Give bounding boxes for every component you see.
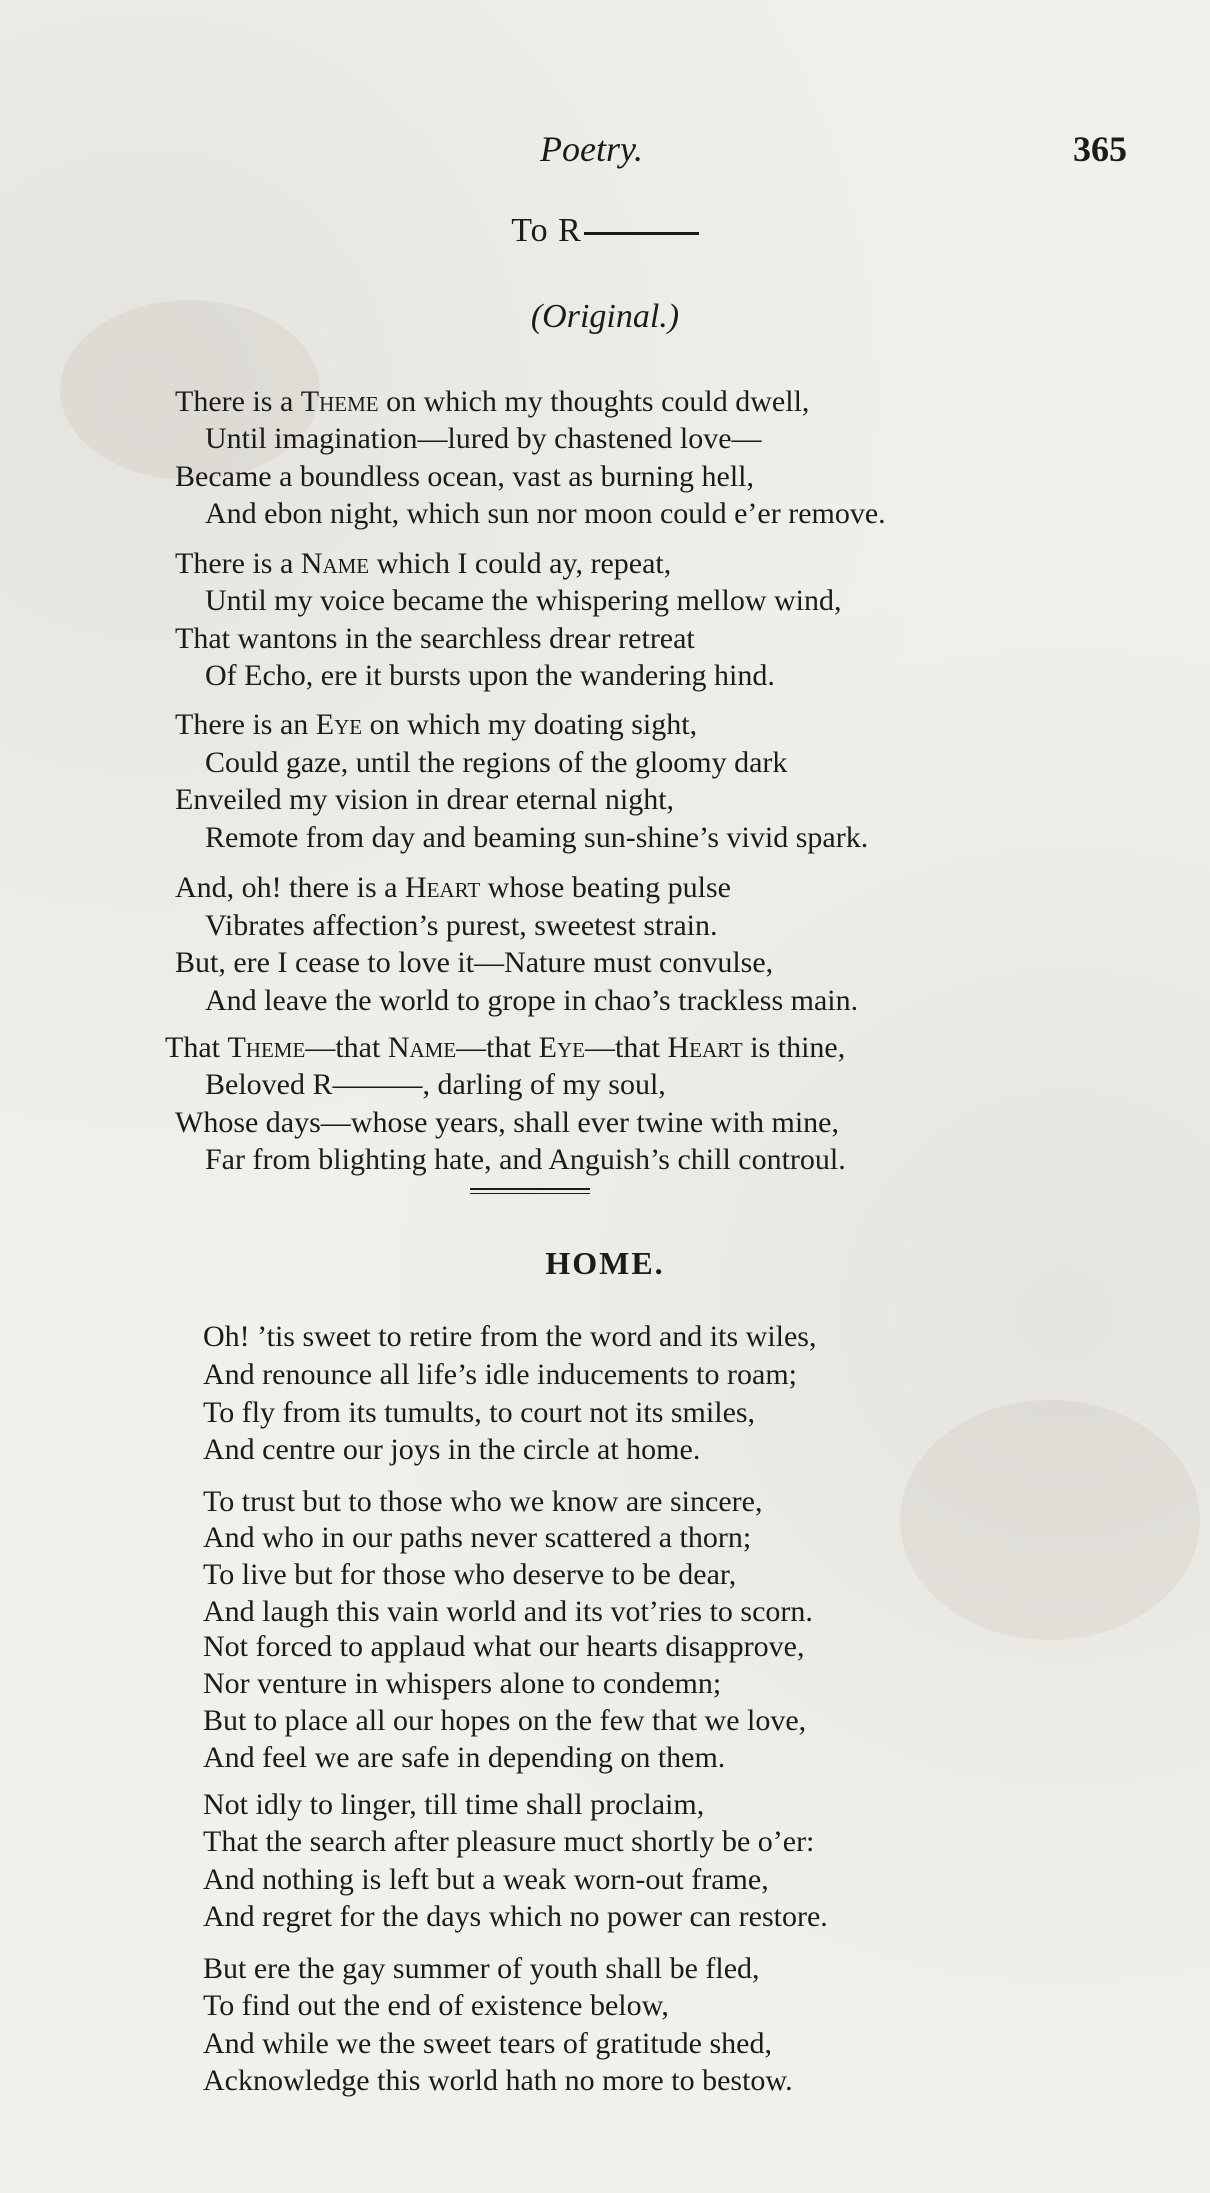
poem-line: [175, 783, 674, 817]
poem-line: And who in our paths never scattered a thorn;: [203, 1521, 752, 1554]
page-number: 365: [1073, 129, 1127, 169]
poem-line: To find out the end of existence below,: [203, 1989, 669, 2022]
running-title: Poetry.: [540, 129, 643, 169]
small-caps-word: Eye: [315, 708, 363, 741]
poem-line: [175, 622, 695, 656]
line-text: Until imagination—lured by chastened love—: [205, 422, 762, 455]
poem-line: [205, 422, 762, 456]
line-text: There is a: [175, 547, 301, 580]
line-text: is thine,: [742, 1031, 846, 1064]
small-caps-word: Theme: [300, 385, 379, 418]
poem-line: Nor venture in whispers alone to condemn;: [203, 1667, 722, 1700]
line-text: —that: [584, 1031, 668, 1064]
line-text: Whose days—whose years, shall ever twine with mine,: [175, 1106, 839, 1139]
poem-line: [175, 460, 754, 494]
line-text: Beloved R———, darling of my soul,: [205, 1068, 666, 1101]
line-text: That: [165, 1031, 228, 1064]
line-text: That wantons in the searchless drear retreat: [175, 622, 695, 655]
line-text: —that: [305, 1031, 388, 1064]
line-text: on which my thoughts could dwell,: [378, 385, 810, 418]
poem-line: [205, 821, 868, 855]
poem-line: [175, 547, 671, 581]
small-caps-word: Name: [300, 547, 370, 580]
poem-line: [175, 385, 809, 419]
line-text: Enveiled my vision in drear eternal night,: [175, 783, 675, 816]
poem-line: [205, 746, 787, 780]
line-text: And leave the world to grope in chao’s trackless main.: [205, 984, 859, 1017]
line-text: which I could ay, repeat,: [369, 547, 672, 580]
poem-line: [175, 1106, 839, 1140]
poem-line: And while we the sweet tears of gratitude shed,: [203, 2027, 772, 2060]
running-head: [0, 128, 1210, 178]
line-text: Far from blighting hate, and Anguish’s chill controul.: [205, 1143, 846, 1176]
line-text: There is a: [175, 385, 301, 418]
poem-line: And laugh this vain world and its vot’ries to scorn.: [203, 1595, 813, 1628]
name-dash: [584, 232, 699, 235]
poem-line: Not forced to applaud what our hearts disapprove,: [203, 1630, 805, 1663]
line-text: Of Echo, ere it bursts upon the wandering hind.: [205, 659, 775, 692]
paper-stain: [900, 1400, 1200, 1640]
line-text: on which my doating sight,: [362, 708, 698, 741]
line-text: Until my voice became the whispering mellow wind,: [205, 584, 842, 617]
poem-line: [205, 1068, 666, 1102]
line-text: Remote from day and beaming sun-shine’s vivid spark.: [205, 821, 869, 854]
line-text: Vibrates affection’s purest, sweetest strain.: [205, 909, 718, 942]
poem-line: But to place all our hopes on the few that we love,: [203, 1704, 807, 1737]
poem-line: And feel we are safe in depending on them.: [203, 1741, 726, 1774]
poem-subtitle: (Original.): [530, 298, 680, 335]
small-caps-word: Heart: [667, 1031, 743, 1064]
poem-line: To trust but to those who we know are sincere,: [203, 1485, 763, 1518]
poem-title-home: HOME.: [545, 1245, 665, 1281]
poem-line: To fly from its tumults, to court not its smiles,: [203, 1396, 756, 1429]
poem-line: [205, 1143, 846, 1177]
poem-line: Not idly to linger, till time shall proclaim,: [203, 1788, 705, 1821]
poem-line: To live but for those who deserve to be dear,: [203, 1558, 737, 1591]
line-text: But, ere I cease to love it—Nature must convulse,: [175, 946, 774, 979]
line-text: And, oh! there is a: [175, 871, 405, 904]
poem-line: And regret for the days which no power can restore.: [203, 1900, 828, 1933]
small-caps-word: Heart: [404, 871, 481, 904]
poem-title-text: To R: [511, 212, 582, 249]
small-caps-word: Name: [387, 1031, 457, 1064]
poem-line: And renounce all life’s idle inducements to roam;: [203, 1358, 797, 1391]
small-caps-word: Eye: [538, 1031, 585, 1064]
poem-line: [205, 497, 886, 531]
poem-line: Oh! ’tis sweet to retire from the word and its wiles,: [203, 1320, 817, 1353]
poem-line: And centre our joys in the circle at home.: [203, 1433, 701, 1466]
poem-line: [165, 1031, 845, 1065]
poem-line: [175, 871, 731, 905]
line-text: And ebon night, which sun nor moon could e’er remove.: [205, 497, 886, 530]
line-text: Became a boundless ocean, vast as burning hell,: [175, 460, 754, 493]
line-text: Could gaze, until the regions of the gloomy dark: [205, 746, 788, 779]
poem-line: [205, 984, 858, 1018]
poem-line: [175, 946, 773, 980]
line-text: There is an: [175, 708, 316, 741]
poem-title: [0, 212, 1210, 250]
small-caps-word: Theme: [227, 1031, 306, 1064]
poem-line: But ere the gay summer of youth shall be fled,: [203, 1952, 760, 1985]
poem-line: Acknowledge this world hath no more to bestow.: [203, 2064, 793, 2097]
poem-line: [205, 659, 775, 693]
poem-line: [175, 708, 697, 742]
line-text: whose beating pulse: [480, 871, 731, 904]
poem-line: And nothing is left but a weak worn-out frame,: [203, 1863, 769, 1896]
poem-line: [205, 909, 718, 943]
poem-line: That the search after pleasure muct shortly be o’er:: [203, 1825, 815, 1858]
line-text: —that: [456, 1031, 539, 1064]
poem-line: [205, 584, 842, 618]
section-divider: [470, 1188, 590, 1194]
